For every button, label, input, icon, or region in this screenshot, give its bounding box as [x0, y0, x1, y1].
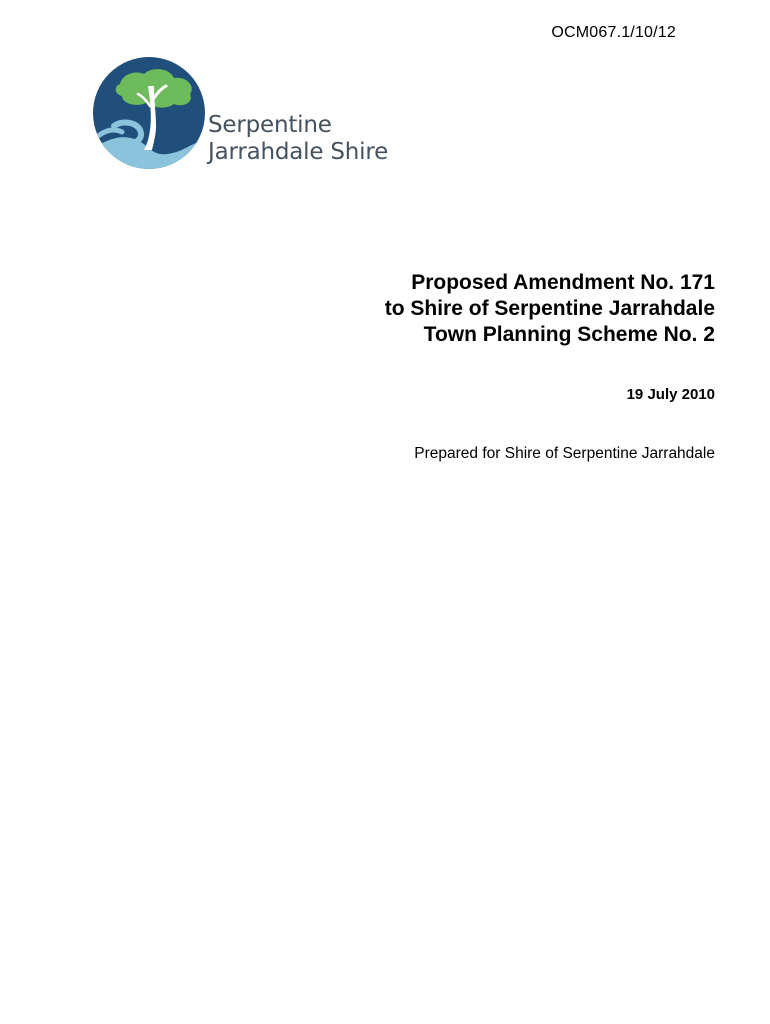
shire-emblem-icon	[92, 56, 206, 170]
logo-text-line1: Serpentine	[208, 112, 332, 138]
title-line-3: Town Planning Scheme No. 2	[423, 323, 715, 346]
shire-logo-text	[208, 112, 388, 166]
document-title	[385, 270, 715, 348]
logo-text-line2: Jarrahdale Shire	[208, 139, 389, 165]
document-reference: OCM067.1/10/12	[551, 24, 676, 41]
title-line-2: to Shire of Serpentine Jarrahdale	[384, 297, 715, 320]
document-date: 19 July 2010	[626, 386, 715, 403]
prepared-for: Prepared for Shire of Serpentine Jarrahdale	[414, 445, 715, 462]
shire-logo	[92, 56, 422, 171]
title-line-1: Proposed Amendment No. 171	[411, 271, 715, 294]
